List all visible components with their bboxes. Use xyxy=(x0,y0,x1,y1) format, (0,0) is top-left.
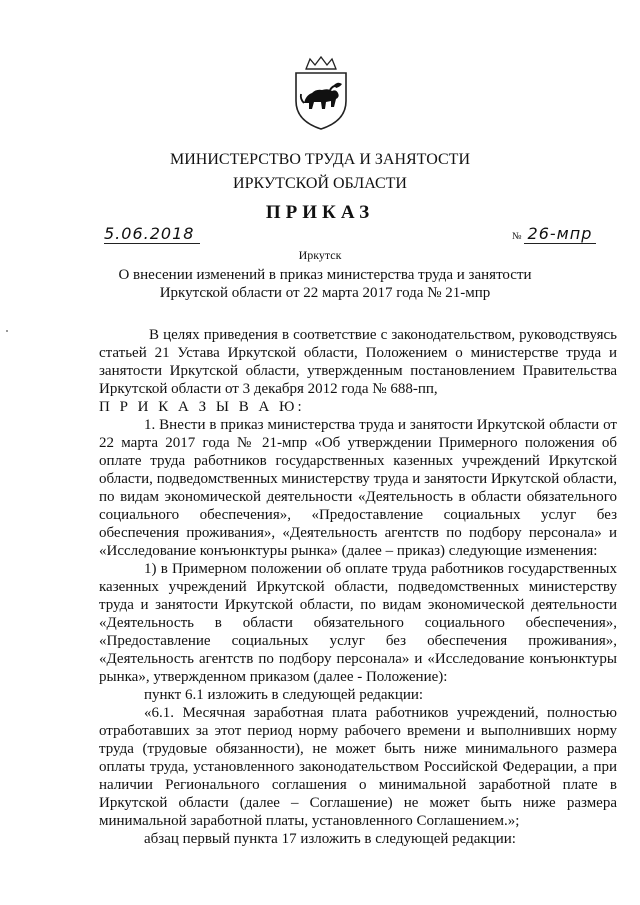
number-sign: № xyxy=(512,231,522,242)
document-type-title: ПРИКАЗ xyxy=(265,202,375,223)
order-date: 5.06.2018 xyxy=(104,224,200,244)
ministry-name-line1: МИНИСТЕРСТВО ТРУДА И ЗАНЯТОСТИ xyxy=(170,151,470,168)
item-6-1-text: «6.1. Месячная заработная плата работников учреждений, полностью отработавших за этот период норму рабочего времени и выполнивших норму труда (трудовые обязанности), не может быть ниже минимального размера оплаты труда, установленного законодательством Российской Федерации, а при наличии Регионального соглашения о минимальной заработной плате в Иркутской области (далее – Соглашение) не может быть ниже размера минимальной заработной платы, установленного Соглашением.»; xyxy=(99,705,617,829)
order-number: 26-мпр xyxy=(524,224,597,244)
subclause-1-paragraph: 1) в Примерном положении об оплате труда работников государственных казенных учреждений Иркутской области, подведомственных министерству труда и занятости Иркутской области, по видам экономической деятельности «Деятельность в области обязательного социального обеспечения», «Предоставление социальных услуг без обеспечения проживания», «Деятельность агентств по подбору персонала» и «Исследование конъюнктуры рынка», утвержденном приказом (далее - Положение): xyxy=(99,561,617,685)
irkutsk-coat-of-arms-icon xyxy=(290,55,352,131)
order-body xyxy=(99,326,617,848)
clause-1-paragraph: 1. Внести в приказ министерства труда и занятости Иркутской области от 22 марта 2017 года № 21-мпр «Об утверждении Примерного положения об оплате труда работников государственных казенных учреждений Иркутской области, подведомственных министерству труда и занятости Иркутской области, по видам экономической деятельности «Деятельность в области обязательного социального обеспечения», «Предоставление социальных услуг без обеспечения проживания», «Деятельность агентств по подбору персонала» и «Исследование конъюнктуры рынка» (далее – приказ) следующие изменения: xyxy=(99,417,617,559)
ministry-name-line2: ИРКУТСКОЙ ОБЛАСТИ xyxy=(233,175,407,192)
preamble-paragraph: В целях приведения в соответствие с законодательством, руководствуясь статьей 21 Устава Иркутской области, Положением о министерстве труда и занятости Иркутской области, утвержденным постановлением Правительства Иркутской области от 3 декабря 2012 года № 688-пп, xyxy=(99,327,617,397)
item-17-intro: абзац первый пункта 17 изложить в следующей редакции: xyxy=(144,831,516,847)
scan-artifact xyxy=(6,330,8,332)
issue-city: Иркутск xyxy=(298,248,342,262)
prikazyvayu-heading: П Р И К А З Ы В А Ю: xyxy=(99,399,305,415)
order-subject: О внесении изменений в приказ министерства труда и занятости Иркутской области от 22 марта 2017 года № 21-мпр xyxy=(118,267,532,301)
order-number-block xyxy=(512,224,596,243)
item-6-1-intro: пункт 6.1 изложить в следующей редакции: xyxy=(144,687,424,703)
